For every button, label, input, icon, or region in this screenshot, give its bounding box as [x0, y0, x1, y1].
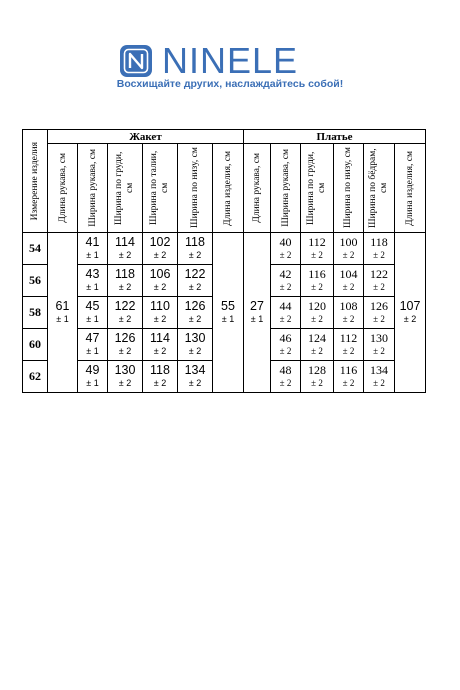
jacket-value-cell: [143, 297, 178, 329]
dress-value-cell-tolerance: ± 2: [373, 249, 385, 260]
dress-sleeve-length-cell-tolerance: ± 1: [250, 313, 264, 324]
jacket-header: Жакет: [48, 130, 244, 144]
dress-length-cell-value: 107: [399, 298, 421, 313]
dress-value-cell: [271, 361, 301, 393]
dress-column-header: [301, 144, 334, 233]
jacket-sleeve-length-cell-tolerance: ± 1: [56, 313, 69, 324]
jacket-column-header: [48, 144, 78, 233]
dress-value-cell: [364, 233, 395, 265]
jacket-value-cell: [78, 233, 108, 265]
jacket-value-cell: [78, 297, 108, 329]
dress-value-cell-value: 124: [308, 330, 326, 345]
dress-value-cell-value: 44: [279, 298, 292, 313]
brand-tagline: Восхищайте других, наслаждайтесь собой!: [116, 78, 344, 90]
dress-value-cell: [334, 297, 364, 329]
dress-value-cell: [271, 233, 301, 265]
jacket-value-cell-tolerance: ± 1: [86, 313, 99, 324]
dress-value-cell: [364, 329, 395, 361]
jacket-column-label: Ширина по груди, см: [114, 151, 135, 225]
dress-value-cell-tolerance: ± 2: [279, 377, 292, 388]
dress-value-cell-tolerance: ± 2: [311, 249, 323, 260]
jacket-value-cell-tolerance: ± 2: [188, 313, 202, 324]
jacket-column-label: Длина изделия, см: [223, 150, 233, 226]
dress-value-cell-tolerance: ± 2: [279, 345, 292, 356]
jacket-length-cell-tolerance: ± 1: [221, 313, 235, 324]
jacket-value-cell-tolerance: ± 1: [86, 249, 99, 260]
brand-name: NINELE: [162, 40, 299, 81]
dress-value-cell: [271, 297, 301, 329]
jacket-value-cell: [108, 233, 143, 265]
jacket-value-cell-value: 106: [149, 266, 171, 281]
jacket-value-cell-value: 43: [85, 266, 100, 281]
jacket-value-cell: [143, 329, 178, 361]
jacket-column-header: [78, 144, 108, 233]
jacket-value-cell: [78, 361, 108, 393]
dress-value-cell-value: 100: [339, 234, 358, 249]
dress-value-cell: [301, 361, 334, 393]
jacket-value-cell-tolerance: ± 2: [153, 377, 167, 388]
dress-value-cell-value: 112: [308, 234, 326, 249]
jacket-sleeve-length-cell: [48, 233, 78, 393]
jacket-value-cell: [108, 297, 143, 329]
jacket-value-cell: [108, 361, 143, 393]
jacket-value-cell-tolerance: ± 2: [188, 249, 202, 260]
jacket-value-cell-tolerance: ± 2: [118, 377, 132, 388]
jacket-length-cell-value: 55: [221, 298, 235, 313]
dress-column-label: Ширина по низу, см: [343, 147, 353, 229]
jacket-value-cell: [78, 265, 108, 297]
jacket-value-cell: [108, 329, 143, 361]
jacket-value-cell-value: 134: [184, 362, 206, 377]
jacket-value-cell-value: 122: [184, 266, 206, 281]
dress-value-cell: [364, 265, 395, 297]
dress-length-cell-tolerance: ± 2: [403, 313, 417, 324]
dress-length-cell: [395, 233, 426, 393]
dress-value-cell-tolerance: ± 2: [311, 313, 323, 324]
dress-value-cell-value: 130: [370, 330, 388, 345]
jacket-column-header: [178, 144, 213, 233]
dress-value-cell-value: 104: [339, 266, 358, 281]
dress-column-header: [244, 144, 271, 233]
jacket-value-cell: [178, 233, 213, 265]
jacket-value-cell-tolerance: ± 2: [118, 313, 132, 324]
size-cell: 60: [23, 329, 48, 361]
size-chart-table: [22, 129, 426, 393]
dress-value-cell-value: 116: [339, 362, 358, 377]
jacket-value-cell-value: 122: [114, 298, 136, 313]
dress-sleeve-length-cell-value: 27: [250, 298, 264, 313]
jacket-value-cell-value: 114: [115, 234, 135, 249]
jacket-value-cell-value: 102: [149, 234, 171, 249]
jacket-value-cell: [78, 329, 108, 361]
dress-value-cell: [301, 233, 334, 265]
dress-value-cell: [334, 361, 364, 393]
dress-column-label: Длина рукава, см: [252, 153, 262, 223]
dress-value-cell: [334, 329, 364, 361]
brand-header: [0, 40, 460, 100]
dress-value-cell-tolerance: ± 2: [342, 249, 355, 260]
dress-value-cell-tolerance: ± 2: [311, 377, 323, 388]
dress-value-cell-tolerance: ± 2: [342, 313, 355, 324]
dress-column-label: Ширина рукава, см: [280, 149, 291, 227]
jacket-value-cell-tolerance: ± 2: [153, 313, 167, 324]
dress-value-cell-value: 116: [308, 266, 326, 281]
jacket-value-cell-tolerance: ± 2: [188, 377, 202, 388]
dress-value-cell-tolerance: ± 2: [373, 281, 385, 292]
jacket-value-cell-tolerance: ± 2: [118, 249, 132, 260]
dress-value-cell-tolerance: ± 2: [279, 313, 292, 324]
dress-value-cell-value: 40: [279, 234, 292, 249]
jacket-column-label: Ширина по талии, см: [149, 150, 170, 226]
jacket-value-cell-value: 49: [85, 362, 100, 377]
dress-value-cell-tolerance: ± 2: [373, 377, 385, 388]
jacket-value-cell-tolerance: ± 2: [118, 345, 132, 356]
jacket-value-cell: [178, 361, 213, 393]
dress-value-cell: [271, 265, 301, 297]
jacket-value-cell-value: 114: [150, 330, 170, 345]
dress-value-cell: [364, 361, 395, 393]
table-row: [23, 233, 426, 265]
jacket-value-cell: [143, 233, 178, 265]
jacket-value-cell: [178, 329, 213, 361]
dress-value-cell: [301, 329, 334, 361]
jacket-column-header: [143, 144, 178, 233]
dress-value-cell-value: 120: [308, 298, 326, 313]
dress-value-cell-tolerance: ± 2: [311, 281, 323, 292]
dress-column-header: [271, 144, 301, 233]
dress-column-header: [395, 144, 426, 233]
size-cell: 58: [23, 297, 48, 329]
jacket-value-cell-value: 126: [184, 298, 206, 313]
dress-value-cell-value: 126: [370, 298, 388, 313]
size-cell: 54: [23, 233, 48, 265]
jacket-value-cell-tolerance: ± 1: [86, 377, 99, 388]
jacket-value-cell-tolerance: ± 2: [153, 249, 167, 260]
dress-value-cell: [364, 297, 395, 329]
jacket-value-cell: [143, 361, 178, 393]
dress-column-label: Ширина по бёдрам, см: [368, 148, 389, 228]
dress-column-header: [334, 144, 364, 233]
dress-value-cell: [334, 265, 364, 297]
jacket-sleeve-length-cell-value: 61: [55, 298, 70, 313]
dress-value-cell: [271, 329, 301, 361]
dress-value-cell-value: 118: [370, 234, 388, 249]
jacket-value-cell-tolerance: ± 1: [86, 281, 99, 292]
dress-value-cell-value: 122: [370, 266, 388, 281]
jacket-value-cell-value: 118: [185, 234, 205, 249]
jacket-value-cell-value: 110: [150, 298, 170, 313]
jacket-value-cell: [178, 297, 213, 329]
jacket-value-cell-tolerance: ± 2: [188, 345, 202, 356]
dress-value-cell-value: 42: [279, 266, 292, 281]
dress-value-cell: [334, 233, 364, 265]
dress-value-cell-tolerance: ± 2: [342, 345, 355, 356]
jacket-value-cell-value: 47: [85, 330, 100, 345]
dress-column-label: Ширина по груди, см: [306, 151, 327, 225]
jacket-column-header: [213, 144, 244, 233]
jacket-value-cell: [143, 265, 178, 297]
dress-value-cell-value: 128: [308, 362, 326, 377]
jacket-value-cell-tolerance: ± 2: [153, 345, 167, 356]
dress-header: Платье: [244, 130, 426, 144]
size-header: Измерение изделия: [30, 141, 40, 221]
jacket-value-cell-value: 118: [150, 362, 170, 377]
dress-value-cell-tolerance: ± 2: [279, 281, 292, 292]
dress-value-cell-value: 48: [279, 362, 292, 377]
size-cell: 56: [23, 265, 48, 297]
jacket-value-cell-value: 126: [114, 330, 136, 345]
jacket-value-cell-value: 41: [85, 234, 100, 249]
dress-value-cell-tolerance: ± 2: [311, 345, 323, 356]
dress-value-cell-tolerance: ± 2: [373, 345, 385, 356]
jacket-value-cell: [178, 265, 213, 297]
dress-value-cell: [301, 265, 334, 297]
jacket-column-label: Ширина по низу, см: [189, 147, 200, 229]
jacket-value-cell-tolerance: ± 2: [153, 281, 167, 292]
dress-value-cell-tolerance: ± 2: [373, 313, 385, 324]
jacket-value-cell-value: 130: [184, 330, 206, 345]
jacket-value-cell-tolerance: ± 1: [86, 345, 99, 356]
size-header-cell: [23, 130, 48, 233]
dress-column-header: [364, 144, 395, 233]
dress-value-cell-value: 134: [370, 362, 388, 377]
dress-column-label: Длина изделия, см: [405, 150, 415, 226]
dress-value-cell-tolerance: ± 2: [342, 377, 355, 388]
jacket-value-cell-tolerance: ± 2: [118, 281, 132, 292]
dress-value-cell-value: 108: [339, 298, 358, 313]
dress-value-cell-value: 112: [339, 330, 358, 345]
jacket-length-cell: [213, 233, 244, 393]
dress-sleeve-length-cell: [244, 233, 271, 393]
jacket-column-label: Ширина рукава, см: [87, 149, 98, 227]
jacket-value-cell-value: 45: [85, 298, 100, 313]
dress-value-cell-value: 46: [279, 330, 292, 345]
jacket-value-cell: [108, 265, 143, 297]
dress-value-cell-tolerance: ± 2: [279, 249, 292, 260]
dress-value-cell-tolerance: ± 2: [342, 281, 355, 292]
jacket-column-header: [108, 144, 143, 233]
jacket-value-cell-value: 130: [114, 362, 136, 377]
dress-value-cell: [301, 297, 334, 329]
jacket-column-label: Длина рукава, см: [57, 153, 68, 223]
ninele-logo-icon: [119, 44, 153, 78]
jacket-value-cell-value: 118: [115, 266, 135, 281]
size-cell: 62: [23, 361, 48, 393]
jacket-value-cell-tolerance: ± 2: [188, 281, 202, 292]
